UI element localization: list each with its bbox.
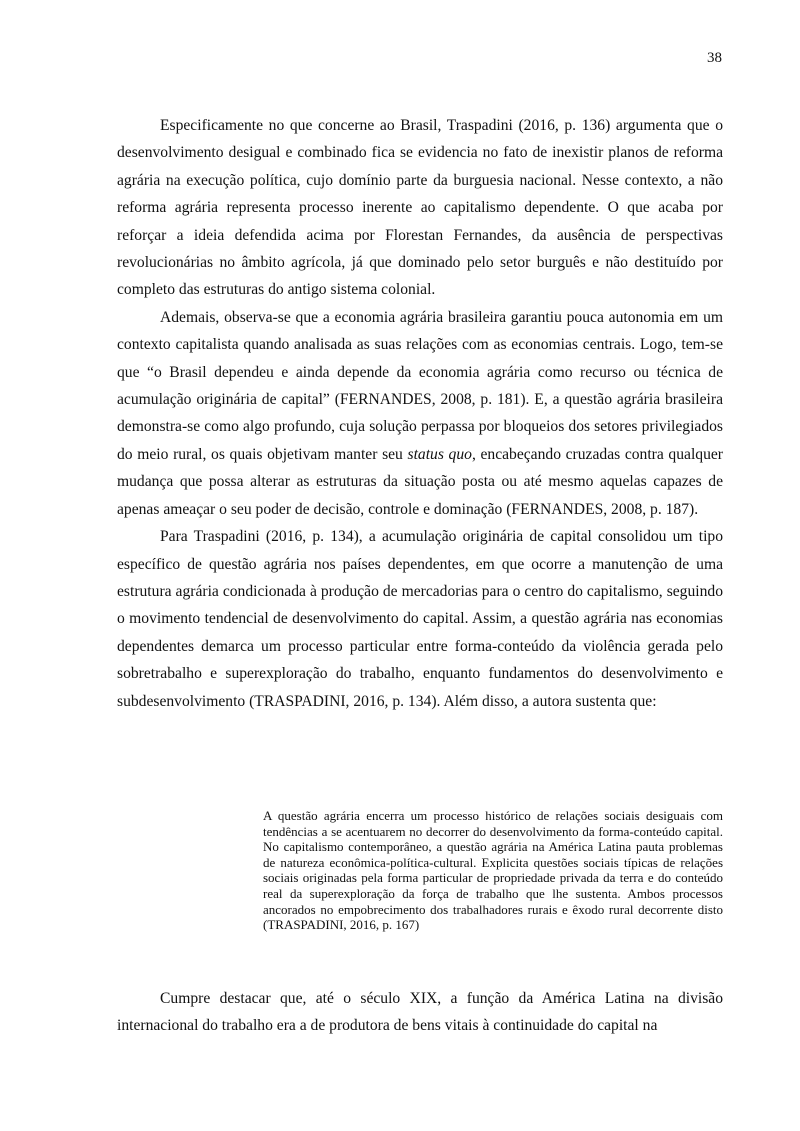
page-number: 38	[707, 50, 722, 66]
body-text-continued	[117, 985, 723, 1040]
paragraph-2-text-start: Ademais, observa-se que a economia agrária brasileira garantiu pouca autonomia em um contexto capitalista quando analisada as suas relações com as economias centrais. Logo, tem-se que “o Brasil dependeu e ainda depende da economia agrária como recurso ou técnica de acumulação originária de capital” (FERNANDES, 2008, p. 181). E, a questão agrária brasileira demonstra-se como algo profundo, cuja solução perpassa por bloqueios dos setores privilegiados do meio rural, os quais objetivam manter seu	[117, 308, 723, 463]
paragraph-2	[117, 304, 723, 523]
paragraph-4: Cumpre destacar que, até o século XIX, a função da América Latina na divisão internacional do trabalho era a de produtora de bens vitais à continuidade do capital na	[117, 990, 723, 1035]
paragraph-2-text-end: , encabeçando cruzadas contra qualquer mudança que possa alterar as estruturas da situação posta ou até mesmo aquelas capazes de apenas ameaçar o seu poder de decisão, controle e dominação (FERNANDES, 2008, p. 187).	[117, 445, 723, 518]
status-quo-italic: status quo	[407, 445, 472, 463]
paragraph-1: Especificamente no que concerne ao Brasil, Traspadini (2016, p. 136) argumenta que o desenvolvimento desigual e combinado fica se evidencia no fato de inexistir planos de reforma agrária na execução política, cujo domínio parte da burguesia nacional. Nesse contexto, a não reforma agrária representa processo inerente ao capitalismo dependente. O que acaba por reforçar a ideia defendida acima por Florestan Fernandes, da ausência de perspectivas revolucionárias no âmbito agrícola, já que dominado pelo setor burguês e não destituído por completo das estruturas do antigo sistema colonial.	[117, 117, 723, 299]
block-quote-text: A questão agrária encerra um processo histórico de relações sociais desiguais com tendências a se acentuarem no decorrer do desenvolvimento da forma-conteúdo capital. No capitalismo contemporâneo, a questão agrária na América Latina pauta problemas de natureza econômica-política-cultural. Explicita questões sociais típicas de relações sociais originadas pela forma particular de propriedade privada da terra e do conteúdo real da superexploração da força de trabalho que lhe sustenta. Ambos processos ancorados no empobrecimento dos trabalhadores rurais e êxodo rural decorrente disto (TRASPADINI, 2016, p. 167)	[263, 808, 723, 933]
block-quote	[263, 808, 723, 933]
paragraph-3: Para Traspadini (2016, p. 134), a acumulação originária de capital consolidou um tipo específico de questão agrária nos países dependentes, em que ocorre a manutenção de uma estrutura agrária condicionada à produção de mercadorias para o centro do capitalismo, seguindo o movimento tendencial de desenvolvimento do capital. Assim, a questão agrária nas economias dependentes demarca um processo particular entre forma-conteúdo da violência gerada pelo sobretrabalho e superexploração do trabalho, enquanto fundamentos do desenvolvimento e subdesenvolvimento (TRASPADINI, 2016, p. 134). Além disso, a autora sustenta que:	[117, 528, 723, 710]
body-text	[117, 112, 723, 715]
